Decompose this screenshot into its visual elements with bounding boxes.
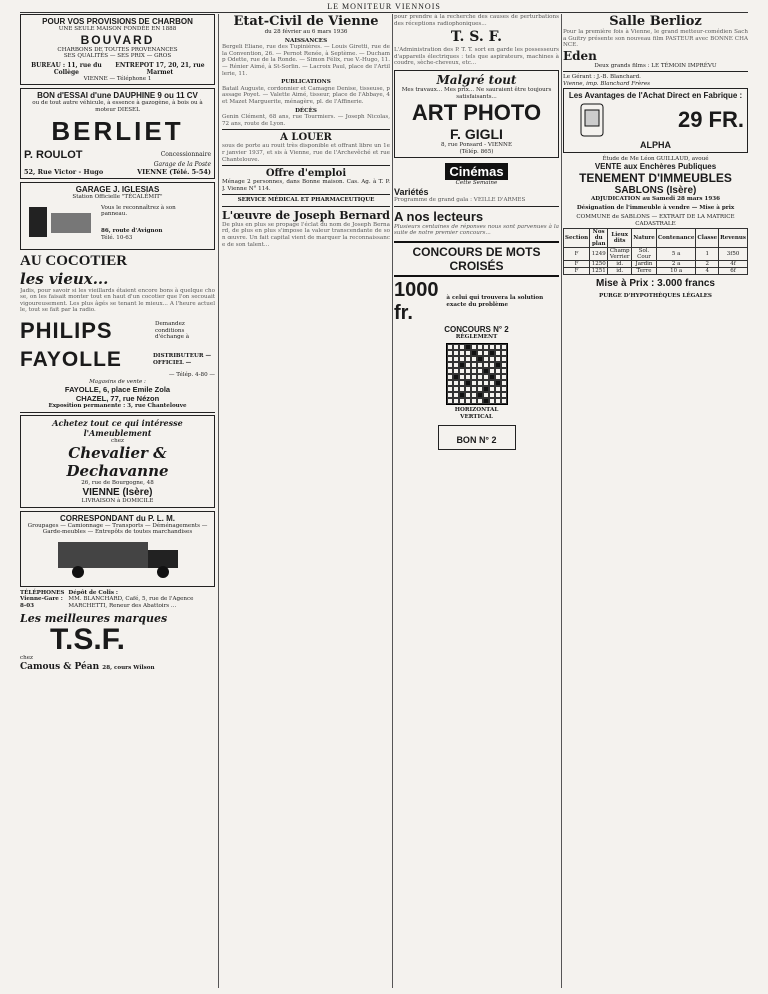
table-cell: 1249 xyxy=(590,247,608,260)
table-cell: Sol. Cour xyxy=(632,247,657,260)
table-cell: 6f xyxy=(719,267,748,274)
telephones-block: TÉLÉPHONES Vienne-Gare : 8-03 Dépôt de Colis : MM. BLANCHARD, Café, 5, rue de l'Agence MARCHETTI, Reneur des Abattoirs ... xyxy=(20,589,194,609)
table-cell: 5 a xyxy=(656,247,696,260)
alpha-watch-ad: Les Avantages de l'Achat Direct en Fabrique : 29 FR. ALPHA xyxy=(563,88,748,153)
table-cell: id. xyxy=(608,267,632,274)
dauphine-ad: BON d'ESSAI d'une DAUPHINE 9 ou 11 CV ou de tout autre véhicule, à essence à gazogène, à bois ou à moteur DIESEL BERLIET P. ROULOT Concessionnaire Garage de la Poste 52, Rue Victor - Hugo VIENNE (Télé. 5-54) xyxy=(20,88,215,178)
table-cell: Terre xyxy=(632,267,657,274)
table-cell: 1 xyxy=(696,247,719,260)
table-row xyxy=(564,247,748,260)
column-2: Etat-Civil de Vienne du 28 février au 6 mars 1936 NAISSANCES Bergeli Eliane, rue des Tupinières. — Louis Giretti, rue de la Convention, 26. — Pernot Renée, à Septème. — Duchamp Odette, rue de la Ronde. — Simon Félix, rue V.-Hugo, 11. — Rénier Aimé, à St-Sorlin. — Lacroix Paul, place de l'Artillerie, 11. PUBLICATIONS Batail Auguste, cordonnier et Camagne Denise, tisseuse, passage Poyet. — Valette Aimé, tisseur, place de l'Abbaye, 4 et Mazet Marguerite, ménagère, pl. de l'Affinerie. DÉCÈS Genin Clément, 68 ans, rue Tourmiers. — Joseph Nicolas, 72 ans, route de Lyon. A LOUER sous de porte au rouit très disponible et offrant libre un 1er janvier 1937, et sis à Vienne, rue de l'Archevêché et rue Chantelouve. Offre d'emploi Ménage 2 personnes, dans Bonne maison. Cas. Ag. à T. P. J. Vienne N° 114. SERVICE MÉDICAL ET PHARMACEUTIQUE L'œuvre de Joseph Bernard De plus en plus se propage l'éclat du nom de Joseph Bernard, de plus en plus s'impose la valeur transcendante de son œuvre. Un fait capital vient de marquer la reconnaissance de son talent... xyxy=(222,14,390,248)
cinemas-heading: Cinémas xyxy=(445,163,507,180)
table-header: Nos du plan xyxy=(590,228,608,247)
iglesias-ad: GARAGE J. IGLESIAS Station Officielle "TÉCALÉMIT" Vous le reconnaîtrez à son panneau. 86, route d'Avignon Télé. 10-63 xyxy=(20,182,215,250)
philips-ad: PHILIPS Demandez conditions d'échange à xyxy=(20,317,190,343)
ptt-ad: CORRESPONDANT du P. L. M. Groupages — Camionnage — Transports — Déménagements — Garde-meubles — Entrepôts de toutes marchandises xyxy=(20,511,215,587)
table-cell: Jardin xyxy=(632,260,657,267)
watch-icon xyxy=(567,100,617,140)
table-cell: 3f50 xyxy=(719,247,748,260)
bon-coupon[interactable]: BON N° 2 xyxy=(438,425,516,450)
crossword-grid[interactable] xyxy=(446,343,508,405)
table-header: Section xyxy=(564,228,590,247)
table-cell: F xyxy=(564,260,590,267)
table-cell: id. xyxy=(608,260,632,267)
table-header: Nature xyxy=(632,228,657,247)
table-row xyxy=(564,267,748,274)
table-cell: 2 xyxy=(696,260,719,267)
pump-icon xyxy=(25,203,95,241)
column-3: pour prendre à la recherche des causes de perturbations des réceptions radiophoniques... T. S. F. L'Administration des P. T. T. sort en garde les possesseurs d'appareils électriques : tels que aspirateurs, machines à coudre, sèche-cheveux, etc... Malgré tout Mes travaux... Mes prix... Ne sauraient être toujours satisfaisants... ART PHOTO F. GIGLI 8, rue Ponsard - VIENNE (Télép. 865) Cinémas Cette Semaine Variétés Programme de grand gala : VEILLE D'ARMES A nos lecteurs Plusieurs centaines de réponses nous sont parvenues à la suite de notre premier concours... CONCOURS DE MOTS CROISÉS 1000 fr. à celui qui trouvera la solution exacte du problème CONCOURS N° 2 RÈGLEMENT HORIZONTAL VERTICAL BON N° 2 xyxy=(394,14,559,988)
table-cell: 1251 xyxy=(590,267,608,274)
tsf-ad: Les meilleures marques T.S.F. chez Camous & Péan 28, cours Wilson xyxy=(20,612,168,673)
table-row xyxy=(564,260,748,267)
table-cell: F xyxy=(564,267,590,274)
paper-title: LE MONITEUR VIENNOIS xyxy=(327,2,441,11)
table-cell: F xyxy=(564,247,590,260)
table-cell: Champ Verrier xyxy=(608,247,632,260)
malgre-tout-ad: Malgré tout Mes travaux... Mes prix... Ne sauraient être toujours satisfaisants... ART PHOTO F. GIGLI 8, rue Ponsard - VIENNE (Télép. 865) xyxy=(394,70,559,158)
column-1 xyxy=(20,14,215,988)
cocotier-article: AU COCOTIER les vieux... Jadis, pour savoir si les vieillards étaient encore bons à quelque chose, on les faisait monter tout en haut d'un cocotier que l'on secouait vigoureusement. Les plus âgés se tenant le mieux... A l'heure actuelle, tout se fait par la radio. xyxy=(20,252,215,314)
table-header: Contenance xyxy=(656,228,696,247)
cadastre-table xyxy=(563,228,748,275)
table-header: Lieux dits xyxy=(608,228,632,247)
masthead xyxy=(20,2,748,13)
crossword-cell[interactable] xyxy=(501,398,507,404)
fayolle-ad: FAYOLLE DISTRIBUTEUR — OFFICIEL — — Télép. 4-80 — Magasins de vente : FAYOLLE, 6, place Emile Zola CHAZEL, 77, rue Nézon Exposition permanente : 3, rue Chantelouve xyxy=(20,347,215,410)
bouvard-ad: POUR VOS PROVISIONS DE CHARBON UNE SEULE MAISON FONDÉE EN 1888 BOUVARD CHARBONS DE TOUTES PROVENANCES SES QUALITÉS — SES PRIX — GROS BUREAU : 11, rue du Collège ENTREPOT 17, 20, 21, rue Marmet VIENNE — Téléphone 1 xyxy=(20,14,215,85)
table-cell: 1250 xyxy=(590,260,608,267)
table-cell: 10 a xyxy=(656,267,696,274)
truck-illustration xyxy=(28,536,208,580)
berliet-logo: BERLIET xyxy=(51,115,184,146)
table-cell: 4f xyxy=(719,260,748,267)
chevalier-ad: Achetez tout ce qui intéresse l'Ameublement chez Chevalier & Dechavanne 26, rue de Bourgogne, 48 VIENNE (Isère) LIVRAISON à DOMICILE xyxy=(20,415,215,508)
table-header: Revenus xyxy=(719,228,748,247)
table-cell: 2 a xyxy=(656,260,696,267)
table-cell: 4 xyxy=(696,267,719,274)
table-header: Classe xyxy=(696,228,719,247)
column-4: Salle Berlioz Pour la première fois à Vienne, le grand metteur-comédien Sacha Guitry présente son nouveau film PASTEUR avec BONNE CHANCE. Eden Deux grands films : LE TÉMOIN IMPRÉVU Le Gérant : J.-B. Blanchard. Vienne, imp. Blanchard Frères Les Avantages de l'Achat Direct en Fabrique : 29 FR. ALPHA Étude de Me Léon GUILLAUD, avoué VENTE aux Enchères Publiques TENEMENT D'IMMEUBLES SABLONS (Isère) ADJUDICATION au Samedi 28 mars 1936 Désignation de l'immeuble à vendre — Mise à prix COMMUNE de SABLONS — EXTRAIT DE LA MATRICE CADASTRALE Section Nos du plan Lieux dits Nature Contenance Classe Revenus F 1249 Champ Verrier Sol. Cour 5 a 1 3f50 F 1250 id. Jardin 2 a 2 4f F 1251 id. Terre 10 a 4 6f Mise à Prix : 3.000 francs PURGE D'HYPOTHÈQUES LÉGALES xyxy=(563,14,748,299)
